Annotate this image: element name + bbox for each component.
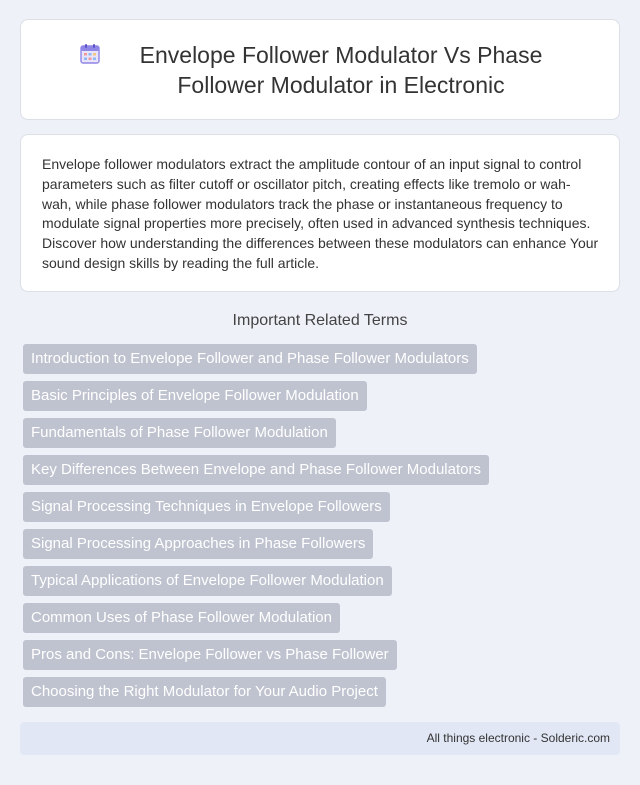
related-terms-heading: Important Related Terms xyxy=(232,312,408,329)
title-card xyxy=(20,19,620,120)
title-wrap xyxy=(79,16,561,124)
related-term-link[interactable]: Signal Processing Approaches in Phase Followers xyxy=(23,529,373,559)
footer xyxy=(20,722,620,755)
description-card xyxy=(20,134,620,292)
footer-text: All things electronic - Solderic.com xyxy=(426,731,610,745)
related-term-link[interactable]: Key Differences Between Envelope and Phase Follower Modulators xyxy=(23,455,489,485)
related-term-link[interactable]: Fundamentals of Phase Follower Modulation xyxy=(23,418,336,448)
related-term-link[interactable]: Choosing the Right Modulator for Your Audio Project xyxy=(23,677,386,707)
related-term-link[interactable]: Basic Principles of Envelope Follower Modulation xyxy=(23,381,367,411)
page-title: Envelope Follower Modulator Vs Phase Follower Modulator in Electronic xyxy=(139,41,543,98)
related-term-link[interactable]: Signal Processing Techniques in Envelope Followers xyxy=(23,492,390,522)
related-term-link[interactable]: Introduction to Envelope Follower and Phase Follower Modulators xyxy=(23,344,477,374)
calendar-icon xyxy=(79,43,101,65)
related-term-link[interactable]: Pros and Cons: Envelope Follower vs Phase Follower xyxy=(23,640,397,670)
related-terms-list xyxy=(23,344,623,714)
related-term-link[interactable]: Common Uses of Phase Follower Modulation xyxy=(23,603,340,633)
related-term-link[interactable]: Typical Applications of Envelope Follower Modulation xyxy=(23,566,392,596)
description-text: Envelope follower modulators extract the amplitude contour of an input signal to control parameters such as filter cutoff or oscillator pitch, creating effects like tremolo or wah-wah, while phase follower modulators track the phase or instantaneous frequency to modulate signal properties more precisely, often used in advanced synthesis techniques. Discover how understanding the differences between these modulators can enhance Your sound design skills by reading the full article. xyxy=(42,156,599,271)
